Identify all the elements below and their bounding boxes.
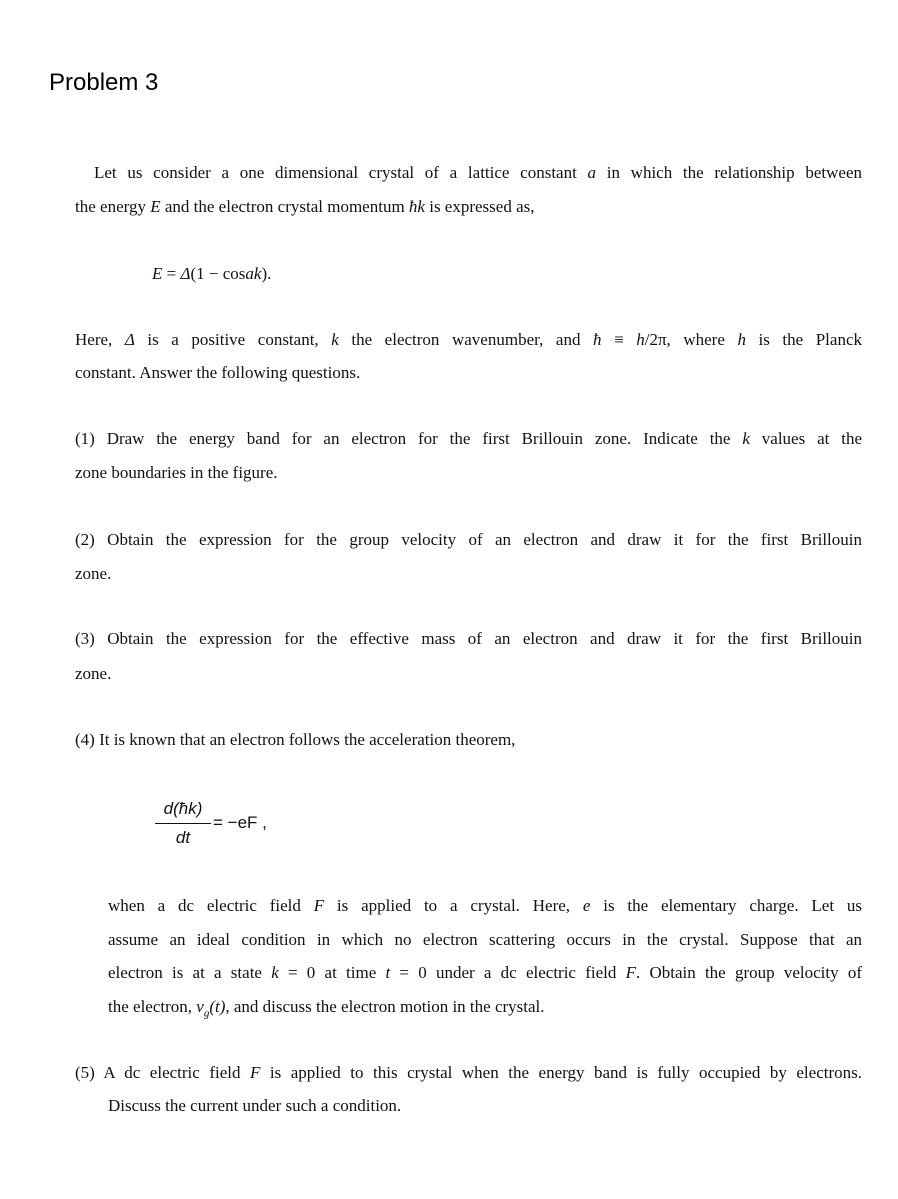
eq-delta: Δ [180, 264, 191, 283]
q4-text: is applied to a crystal. Here, [324, 896, 583, 915]
q5-text: (5) A dc electric field [75, 1063, 250, 1082]
page-title: Problem 3 [49, 69, 159, 96]
q5-text: is applied to this crystal when the energy band is fully occupied by electrons. [260, 1063, 862, 1082]
here-line-1 [75, 329, 862, 351]
var-k: k [742, 429, 750, 448]
intro-text: is expressed as, [424, 197, 535, 216]
var-hk: ħk [408, 197, 425, 216]
question-2-line-2: zone. [75, 564, 112, 583]
var-t-arg: (t) [209, 997, 226, 1016]
var-g-subscript: g [203, 1007, 210, 1020]
question-4-line-1 [108, 895, 862, 917]
fraction-rhs: = −eF , [213, 813, 267, 832]
question-4-line-3 [108, 962, 862, 984]
question-1-line-2: zone boundaries in the figure. [75, 463, 278, 482]
fraction-bar [155, 823, 211, 824]
question-4-line-2: assume an ideal condition in which no electron scattering occurs in the crystal. Suppose that an [108, 930, 862, 949]
var-h: h [737, 330, 746, 349]
q1-text: values at the [749, 429, 862, 448]
q4-text: is the elementary charge. Let us [590, 896, 862, 915]
var-e: e [582, 896, 591, 915]
here-text: Here, [75, 330, 125, 349]
here-text: /2π, where [644, 330, 738, 349]
eq-open: (1 − cos [190, 264, 246, 283]
var-h: h [636, 330, 645, 349]
q4-text: , and discuss the electron motion in the crystal. [225, 997, 545, 1016]
acceleration-fraction [155, 797, 211, 849]
here-text: is a positive constant, [134, 330, 332, 349]
eq-lhs: E [152, 264, 163, 283]
intro-text: and the electron crystal momentum [160, 197, 409, 216]
eq-sign: = [162, 264, 181, 283]
var-F: F [249, 1063, 261, 1082]
intro-text: in which the relationship between [596, 163, 862, 182]
var-hbar: ħ [593, 330, 602, 349]
var-E: E [150, 197, 161, 216]
var-t: t [385, 963, 391, 982]
intro-text: the energy [75, 197, 151, 216]
q4-text: . Obtain the group velocity of [635, 963, 862, 982]
question-4-line-4 [108, 996, 545, 1024]
q4-text: the electron, [108, 997, 197, 1016]
energy-equation [152, 263, 271, 285]
var-k: k [331, 330, 339, 349]
question-2-line-1: (2) Obtain the expression for the group velocity of an electron and draw it for the first Brillouin [75, 530, 862, 549]
here-text: is the Planck [745, 330, 862, 349]
question-5-line-1 [75, 1062, 862, 1084]
q4-text: = 0 under a dc electric field [390, 963, 626, 982]
here-text: the electron wavenumber, and [338, 330, 594, 349]
q4-text: electron is at a state [108, 963, 272, 982]
fraction-denominator: dt [175, 828, 191, 847]
question-3-line-1: (3) Obtain the expression for the effective mass of an electron and draw it for the first Brillouin [75, 629, 862, 648]
q4-text: when a dc electric field [108, 896, 314, 915]
question-4-intro: (4) It is known that an electron follows the acceleration theorem, [75, 730, 516, 749]
var-k: k [271, 963, 279, 982]
here-line-2: constant. Answer the following questions. [75, 363, 361, 382]
eq-close: ). [261, 264, 272, 283]
q4-text: = 0 at time [278, 963, 386, 982]
question-5-line-2: Discuss the current under such a condition. [108, 1096, 402, 1115]
fraction-numerator: d(ħk) [163, 799, 203, 818]
question-1-line-1 [75, 428, 862, 450]
var-F: F [625, 963, 636, 982]
q1-text: (1) Draw the energy band for an electron for the first Brillouin zone. Indicate the [75, 429, 743, 448]
intro-line-1 [94, 162, 862, 184]
var-a: a [587, 163, 597, 182]
var-F: F [313, 896, 325, 915]
var-delta: Δ [124, 330, 135, 349]
question-3-line-2: zone. [75, 664, 112, 683]
intro-line-2 [75, 196, 535, 218]
here-text: ≡ [601, 330, 637, 349]
var-v: v [196, 997, 204, 1016]
eq-ak: ak [245, 264, 262, 283]
intro-text: Let us consider a one dimensional crystal of a lattice constant [94, 163, 588, 182]
